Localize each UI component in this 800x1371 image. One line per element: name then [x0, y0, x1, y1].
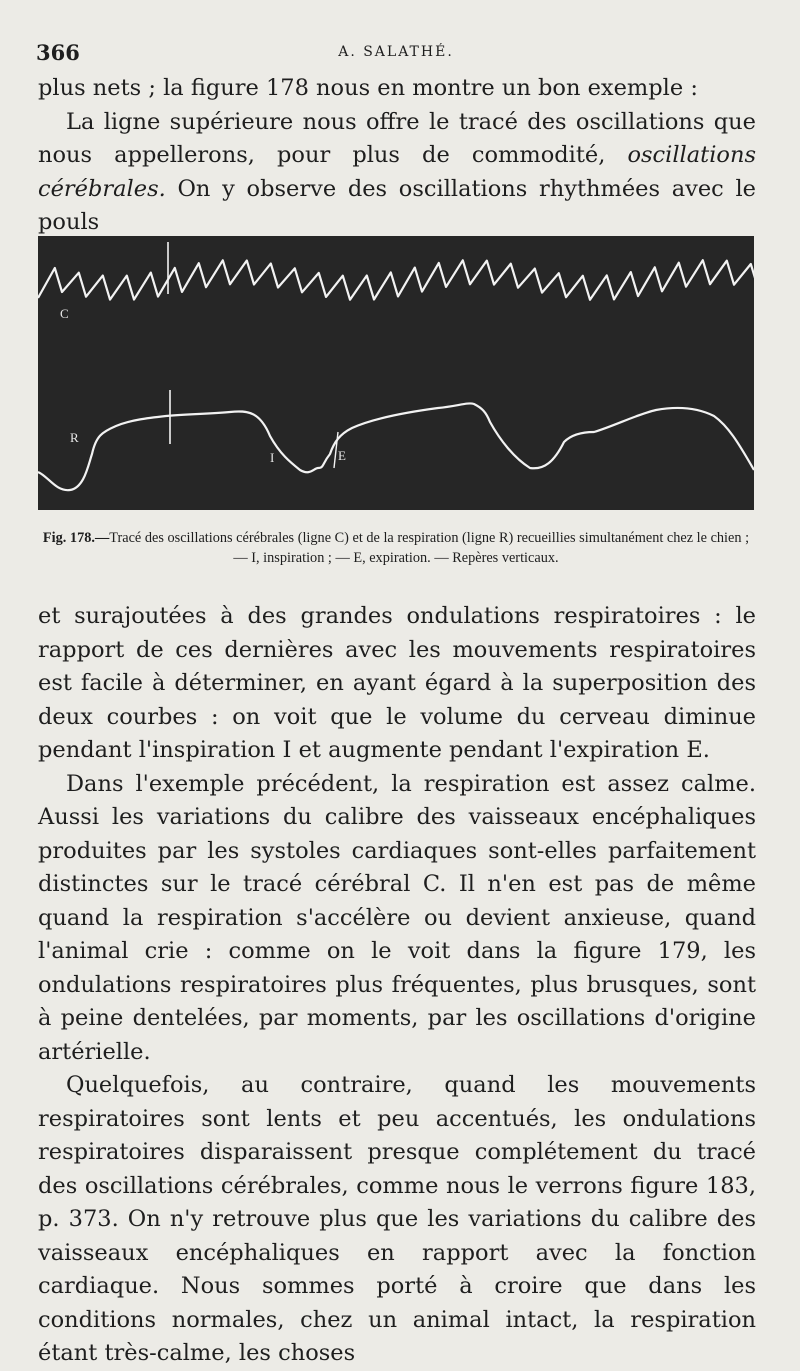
figure-caption: [38, 528, 754, 568]
paragraph-continued: plus nets ; la figure 178 nous en montre un bon exemple :: [38, 75, 698, 101]
cerebral-oscillation-curve: [38, 260, 754, 300]
paragraph-figure-intro: [38, 106, 756, 240]
figure-178-tracing: [38, 236, 754, 510]
paragraph-text: La ligne supérieure nous offre le tracé des oscillations que nous appellerons, pour plus de commodité,: [38, 108, 756, 168]
paragraph-text: On y observe des oscillations rhythmées avec le pouls: [38, 175, 756, 235]
label-r: R: [70, 430, 79, 445]
page-header: [36, 40, 756, 65]
italic-term: oscillations cérébrales.: [38, 142, 756, 202]
caption-text: Tracé des oscillations cérébrales (ligne C) et de la respiration (ligne R) recueillies simultanément chez le chien ; — I, inspiration ; — E, expiration. — Repères verticaux.: [109, 530, 750, 566]
paragraph: Quelquefois, au contraire, quand les mouvements respiratoires sont lents et peu accentués, les ondulations respiratoires disparaissent presque complétement du tracé des oscillations cérébrales, comme nous le verrons figure 183, p. 373. On n'y retrouve plus que les variations du calibre des vaisseaux encéphaliques en rapport avec la fonction cardiaque. Nous sommes porté à croire que dans les conditions normales, chez un animal intact, la respiration étant très-calme, les choses: [38, 1072, 756, 1366]
label-i: I: [270, 450, 275, 465]
respiration-curve: [38, 403, 754, 490]
label-e: E: [338, 448, 346, 463]
paragraph: Dans l'exemple précédent, la respiration est assez calme. Aussi les variations du calibre des vaisseaux encéphaliques produites par les systoles cardiaques sont-elles parfaitement distinctes sur le tracé cérébral C. Il n'en est pas de même quand la respiration s'accélère ou devient anxieuse, quand l'animal crie : comme on le voit dans la figure 179, les ondulations respiratoires plus fréquentes, plus brusques, sont à peine dentelées, par moments, par les oscillations d'origine artérielle.: [38, 770, 756, 1065]
label-c: C: [60, 306, 69, 321]
paragraph-continued: et surajoutées à des grandes ondulations respiratoires : le rapport de ces dernières avec les mouvements respiratoires est facile à déterminer, en ayant égard à la superposition des deux courbes : on voit que le volume du cerveau diminue pendant l'inspiration I et augmente pendant l'expiration E.: [38, 603, 756, 763]
text-block-top: [38, 72, 756, 240]
caption-label: Fig. 178.—: [42, 530, 110, 546]
text-block-bottom: [38, 600, 756, 1371]
page-number: 366: [36, 40, 80, 65]
running-title: A. SALATHÉ.: [338, 44, 454, 60]
